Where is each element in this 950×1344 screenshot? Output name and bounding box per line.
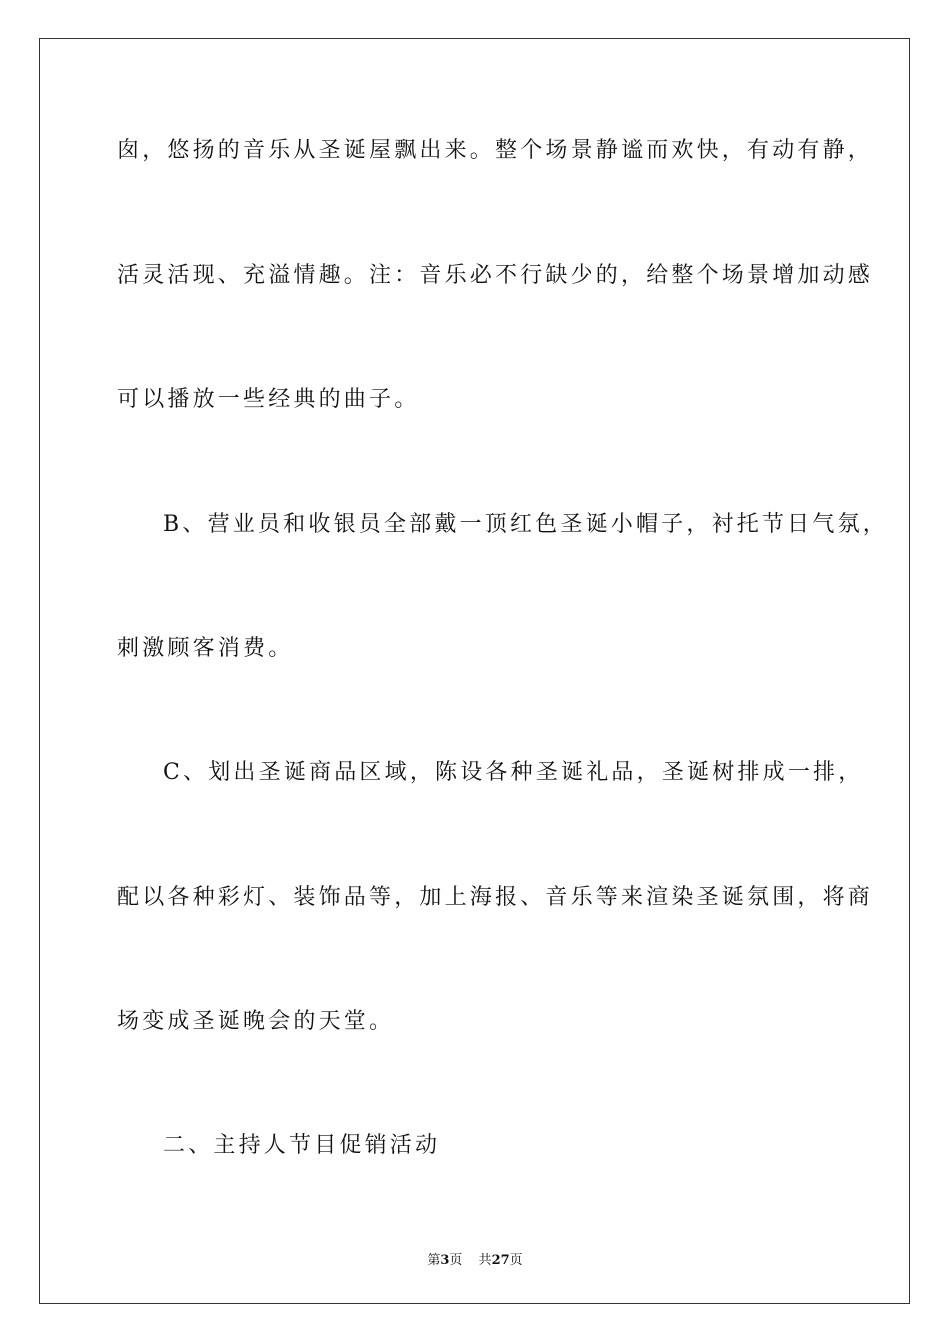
- total-pages: 27: [491, 1253, 510, 1268]
- page-number: 3: [440, 1253, 450, 1268]
- body-text-line-2: 活灵活现、充溢情趣。注：音乐必不行缺少的，给整个场景增加动感: [117, 263, 874, 288]
- total-prefix: 共: [478, 1253, 492, 1268]
- total-indicator: [479, 1253, 523, 1268]
- body-text-line-4: B、营业员和收银员全部戴一顶红色圣诞小帽子，衬托节日气氛，: [163, 512, 888, 537]
- body-text-line-3: 可以播放一些经典的曲子。: [117, 387, 420, 412]
- body-text-line-8: 场变成圣诞晚会的天堂。: [117, 1009, 395, 1034]
- page-suffix: 页: [449, 1253, 463, 1268]
- page-prefix: 第: [427, 1253, 441, 1268]
- total-suffix: 页: [509, 1253, 523, 1268]
- body-text-line-7: 配以各种彩灯、装饰品等，加上海报、音乐等来渲染圣诞氛围，将商: [117, 885, 874, 910]
- body-text-line-1: 囱，悠扬的音乐从圣诞屋飘出来。整个场景静谧而欢快，有动有静，: [117, 138, 874, 163]
- page-indicator: [427, 1253, 462, 1268]
- body-text-line-6: C、划出圣诞商品区域，陈设各种圣诞礼品，圣诞树排成一排，: [163, 760, 864, 785]
- page-border: [39, 38, 910, 1304]
- section-heading: 二、主持人节目促销活动: [163, 1133, 441, 1158]
- page-footer: [0, 1249, 950, 1268]
- body-text-line-5: 刺激顾客消费。: [117, 636, 294, 661]
